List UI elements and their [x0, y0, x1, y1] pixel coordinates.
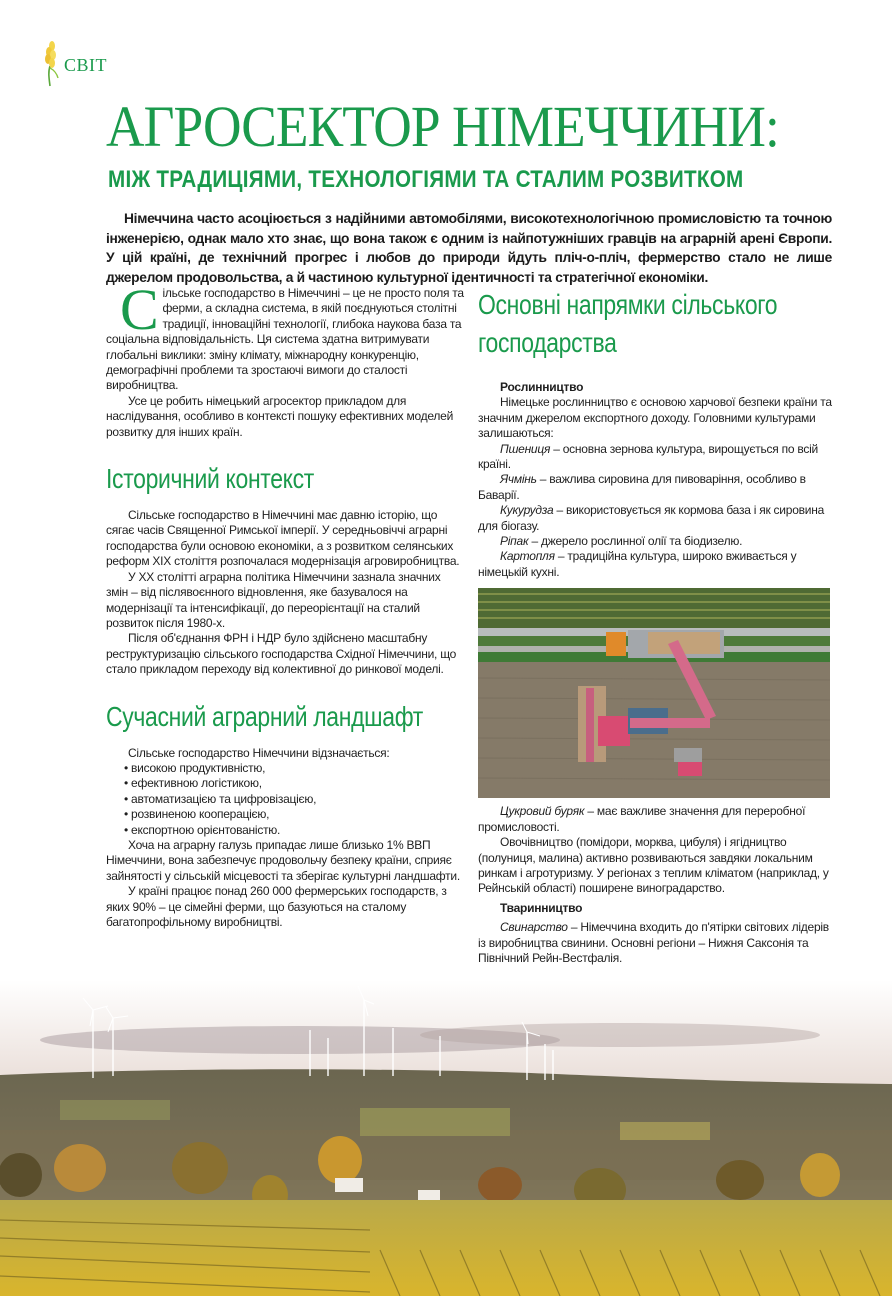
lead-text: Німеччина часто асоціюється з надійними автомобілями, високотехнологічною промисловістю та точною інженерією, однак мало хто знає, що вона також є одним із найпотужніших гравців на аграрній арені Європи. У цій країні, де технічний прогрес і любов до природи йдуть пліч-о-пліч, фермерство стало не лише джерелом продовольства, а й частиною культурної ідентичності та стратегічної економіки. [106, 211, 832, 285]
page-title: АГРОСЕКТОР НІМЕЧЧИНИ: [106, 94, 779, 159]
list-item: • автоматизацією та цифровізацією, [124, 791, 317, 806]
section-tag [40, 40, 107, 90]
drop-cap: С [120, 277, 159, 342]
vineyard-landscape-photo [0, 980, 892, 1296]
list-item: • ефективною логістикою, [124, 776, 262, 791]
landscape-paragraph: У країні працює понад 260 000 фермерських господарств, з яких 90% – це сімейні ферми, що базуються на сталому багатопрофільному виробництві. [106, 884, 447, 929]
intro-paragraph: Сільське господарство в Німеччині – це не просто поля та ферми, а складна система, в якій поєднуються столітні традиції, інноваційні технології, глибока наукова база та соціальна відповідальність. Ця система здатна витримувати глобальні виклики: зміну клімату, міжнародну конкуренцію, демографічні проблеми та зростаючі вимоги до сталості виробництва. [106, 277, 464, 393]
list-item: • високою продуктивністю, [124, 760, 266, 775]
crop-intro: Німецьке рослинництво є основою харчової безпеки країни та значним джерелом експортного доходу. Головними культурами залишаються: [478, 395, 832, 441]
page-subtitle: МІЖ ТРАДИЦІЯМИ, ТЕХНОЛОГІЯМИ ТА СТАЛИМ РОЗВИТКОМ [108, 166, 744, 193]
history-paragraph: Сільське господарство в Німеччині має давню історію, що сягає часів Священної Римської імперії. У середньовіччі аграрні господарства були основою економіки, а з розвитком селянських реформ XIX століття розпочалася модернізація агровиробництва. [106, 508, 460, 569]
lead-paragraph [106, 209, 832, 287]
crop-item: Картопля – традиційна культура, широко вживається у німецькій кухні. [478, 549, 797, 579]
subheading-crop: Рослинництво [500, 380, 584, 394]
crop-item: Кукурудза – використовується як кормова база і як сировина для біогазу. [478, 503, 824, 533]
crop-item: Пшениця – основна зернова культура, вирощується по всій країні. [478, 441, 818, 472]
crop-item: Цукровий буряк – має важливе значення для переробної промисловості. [478, 804, 806, 834]
landscape-paragraph: Хоча на аграрну галузь припадає лише близько 1% ВВП Німеччини, вона забезпечує продовольчу безпеку країни, сприяє зайнятості у сільській місцевості та зберігає культурні ландшафти. [106, 837, 460, 883]
veg-paragraph: Овочівництво (помідори, морква, цибуля) і ягідництво (полуниця, малина) активно розвиваються завдяки локальним ринкам і агротуризму. У регіонах з теплим кліматом (наприклад, у Рейнській області) поширене виноградарство. [478, 835, 829, 896]
list-item: • експортною орієнтованістю. [124, 822, 281, 837]
wheat-ear-icon [40, 38, 62, 93]
intro-paragraph-2: Усе це робить німецький агросектор прикладом для наслідування, особливо в контексті пошуку ефективних моделей розвитку для інших країн. [106, 393, 454, 439]
crop-item: Ріпак – джерело рослинної олії та біодизелю. [500, 534, 743, 549]
left-column [106, 277, 464, 930]
history-paragraph: У XX столітті аграрна політика Німеччини зазнала значних змін – від післявоєнного відновлення, яке базувалося на модернізації та інтенсифікації, до переорієнтації на сталий розвиток після 1980-х. [106, 569, 441, 630]
history-paragraph: Після об'єднання ФРН і НДР було здійснено масштабну реструктуризацію сільського господарства Східної Німеччини, що стало прикладом переходу від колективної до ринкової моделі. [106, 631, 457, 677]
crop-item: Ячмінь – важлива сировина для пивоваріння, особливо в Баварії. [478, 472, 806, 502]
right-column [478, 286, 832, 966]
livestock-item: Свинарство – Німеччина входить до п'ятірки світових лідерів із виробництва свинини. Основні регіони – Нижня Саксонія та Північний Рейн-Вестфалія. [478, 920, 829, 965]
landscape-intro: Сільське господарство Німеччини відзначається: [128, 745, 390, 760]
harvester-photo [478, 588, 830, 798]
heading-directions: Основні напрямки сільського господарства [478, 289, 778, 358]
subheading-livestock: Тваринництво [500, 900, 583, 915]
section-label: СВІТ [64, 54, 108, 75]
heading-landscape: Сучасний аграрний ландшафт [106, 700, 423, 732]
heading-history: Історичний контекст [106, 463, 314, 495]
list-item: • розвиненою кооперацією, [124, 807, 270, 822]
